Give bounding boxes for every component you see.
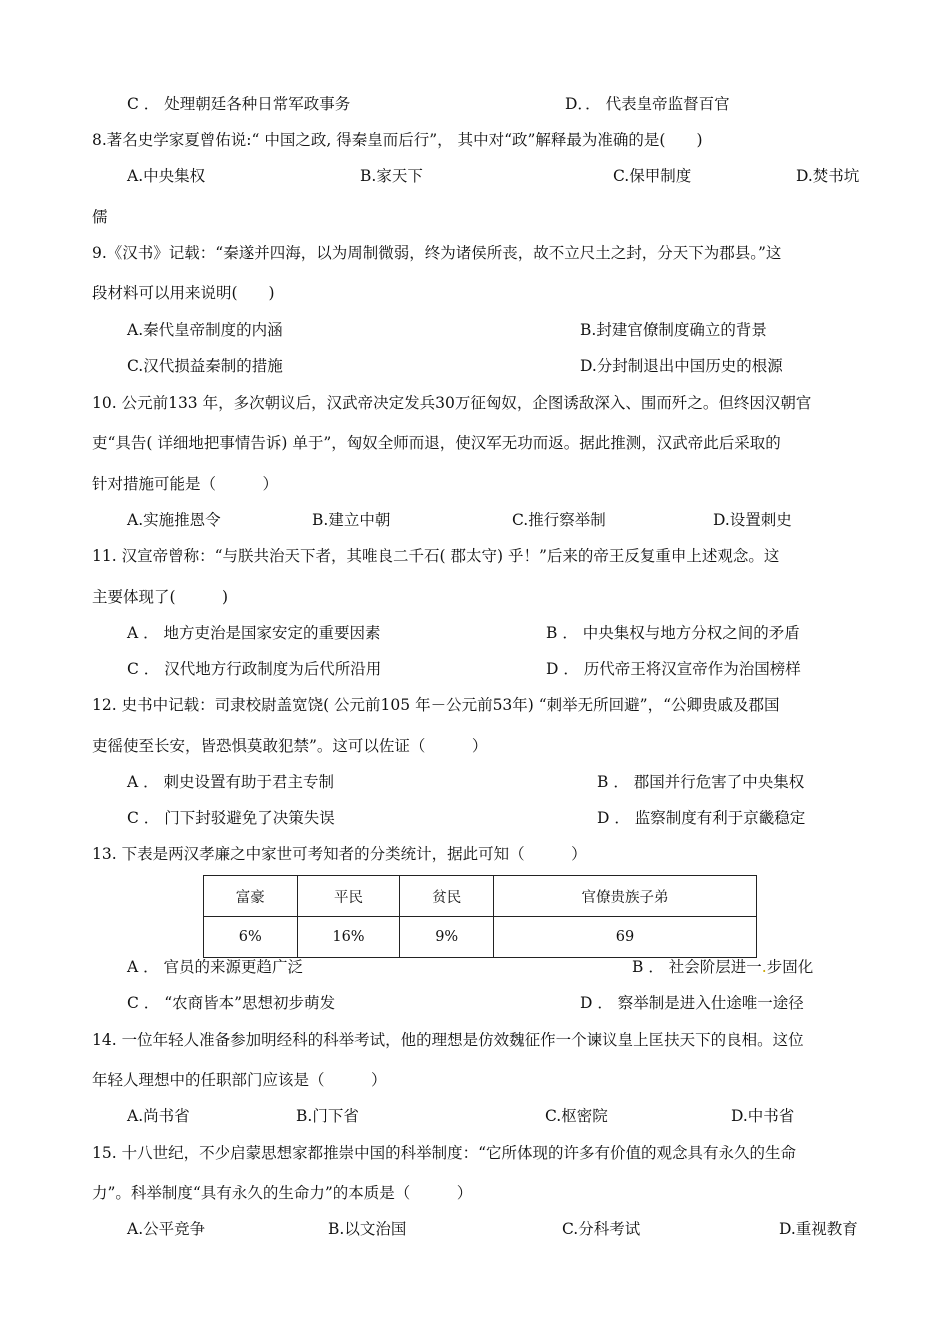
q7-option-c: C ． 处理朝廷各种日常军政事务 <box>127 95 351 113</box>
q15-option-c: C.分科考试 <box>562 1220 641 1238</box>
q14-option-a: A.尚书省 <box>127 1107 190 1125</box>
q11-stem-line2: 主要体现了( ) <box>92 588 229 606</box>
q13-statistics-table <box>203 875 757 958</box>
q15-option-a: A.公平竞争 <box>127 1220 206 1238</box>
q15-option-d: D.重视教育 <box>779 1220 858 1238</box>
q11-option-d: D ． 历代帝王将汉宣帝作为治国榜样 <box>546 660 801 678</box>
q12-option-a: A ． 刺史设置有助于君主专制 <box>127 773 335 791</box>
q8-option-c: C.保甲制度 <box>613 167 692 185</box>
q9-option-b: B.封建官僚制度确立的背景 <box>580 321 767 339</box>
q12-option-b: B ． 郡国并行危害了中央集权 <box>597 773 805 791</box>
table-header-cell: 官僚贵族子弟 <box>493 876 756 917</box>
q11-option-b: B ． 中央集权与地方分权之间的矛盾 <box>546 624 800 642</box>
table-cell: 16% <box>297 917 400 958</box>
q10-option-c: C.推行察举制 <box>512 511 606 529</box>
q11-stem-line1: 11. 汉宣帝曾称：“与朕共治天下者，其唯良二千石( 郡太守) 乎！”后来的帝王反复重申上述观念。这 <box>92 547 780 565</box>
q15-option-b: B.以文治国 <box>328 1220 407 1238</box>
q13-option-a: A ． 官员的来源更趋广泛 <box>127 958 304 976</box>
table-header-cell: 贫民 <box>400 876 494 917</box>
q13-stem: 13. 下表是两汉孝廉之中家世可考知者的分类统计，据此可知（ ） <box>92 845 587 863</box>
q10-option-d: D.设置刺史 <box>713 511 792 529</box>
q14-option-b: B.门下省 <box>296 1107 359 1125</box>
q7-option-d: D．． 代表皇帝监督百官 <box>565 95 730 113</box>
q13-option-b-part2: 步固化 <box>766 958 814 976</box>
q8-option-d: D.焚书坑 <box>796 167 860 185</box>
table-cell: 9% <box>400 917 494 958</box>
table-row <box>204 917 757 958</box>
q13-option-d: D ． 察举制是进入仕途唯一途径 <box>580 994 804 1012</box>
q8-option-d-continued: 儒 <box>92 208 108 226</box>
q12-option-d: D ． 监察制度有利于京畿稳定 <box>597 809 806 827</box>
q10-option-a: A.实施推恩令 <box>127 511 221 529</box>
q15-stem-line2: 力”。科举制度“具有永久的生命力”的本质是（ ） <box>92 1184 473 1202</box>
q9-stem-line1: 9.《汉书》记载：“秦遂并四海，以为周制微弱，终为诸侯所丧，故不立尺土之封，分天下为郡县。”这 <box>92 244 782 262</box>
q13-option-c: C ． “农商皆本”思想初步萌发 <box>127 994 336 1012</box>
q13-option-b <box>632 957 813 977</box>
q12-option-c: C ． 门下封驳避免了决策失误 <box>127 809 335 827</box>
q15-stem-line1: 15. 十八世纪，不少启蒙思想家都推崇中国的科举制度：“它所体现的许多有价值的观念具有永久的生命 <box>92 1144 797 1162</box>
q9-option-d: D.分封制退出中国历史的根源 <box>580 357 783 375</box>
q8-option-a: A.中央集权 <box>127 167 206 185</box>
q9-option-a: A.秦代皇帝制度的内涵 <box>127 321 283 339</box>
table-header-row <box>204 876 757 917</box>
q13-option-b-part1: B ． 社会阶层进一 <box>632 958 762 976</box>
table-cell: 69 <box>493 917 756 958</box>
q14-option-c: C.枢密院 <box>545 1107 608 1125</box>
q11-option-a: A ． 地方吏治是国家安定的重要因素 <box>127 624 381 642</box>
q12-stem-line1: 12. 史书中记载：司隶校尉盖宽饶( 公元前105 年－公元前53年) “刺举无所回避”，“公卿贵戚及郡国 <box>92 696 780 714</box>
q8-stem: 8.著名史学家夏曾佑说:“ 中国之政, 得秦皇而后行”， 其中对“政”解释最为准确的是( ) <box>92 131 703 149</box>
q11-option-c: C ． 汉代地方行政制度为后代所沿用 <box>127 660 382 678</box>
q9-stem-line2: 段材料可以用来说明( ) <box>92 284 275 302</box>
q14-stem-line2: 年轻人理想中的任职部门应该是（ ） <box>92 1071 387 1089</box>
q10-option-b: B.建立中朝 <box>312 511 391 529</box>
q10-stem-line2: 吏“具告( 详细地把事情告诉) 单于”，匈奴全师而退，使汉军无功而返。据此推测，汉武帝此后采取的 <box>92 434 781 452</box>
table-cell: 6% <box>204 917 298 958</box>
table-header-cell: 富豪 <box>204 876 298 917</box>
q12-stem-line2: 吏徭使至长安，皆恐惧莫敢犯禁”。这可以佐证（ ） <box>92 737 488 755</box>
q8-option-b: B.家天下 <box>360 167 423 185</box>
q10-stem-line3: 针对措施可能是（ ） <box>92 475 279 493</box>
table-header-cell: 平民 <box>297 876 400 917</box>
q10-stem-line1: 10. 公元前133 年，多次朝议后，汉武帝决定发兵30万征匈奴，企图诱敌深入、围而歼之。但终因汉朝官 <box>92 394 812 412</box>
q14-stem-line1: 14. 一位年轻人准备参加明经科的科举考试，他的理想是仿效魏征作一个谏议皇上匡扶天下的良相。这位 <box>92 1031 804 1049</box>
q9-option-c: C.汉代损益秦制的措施 <box>127 357 283 375</box>
stray-dot: . <box>761 958 767 976</box>
q14-option-d: D.中书省 <box>731 1107 795 1125</box>
